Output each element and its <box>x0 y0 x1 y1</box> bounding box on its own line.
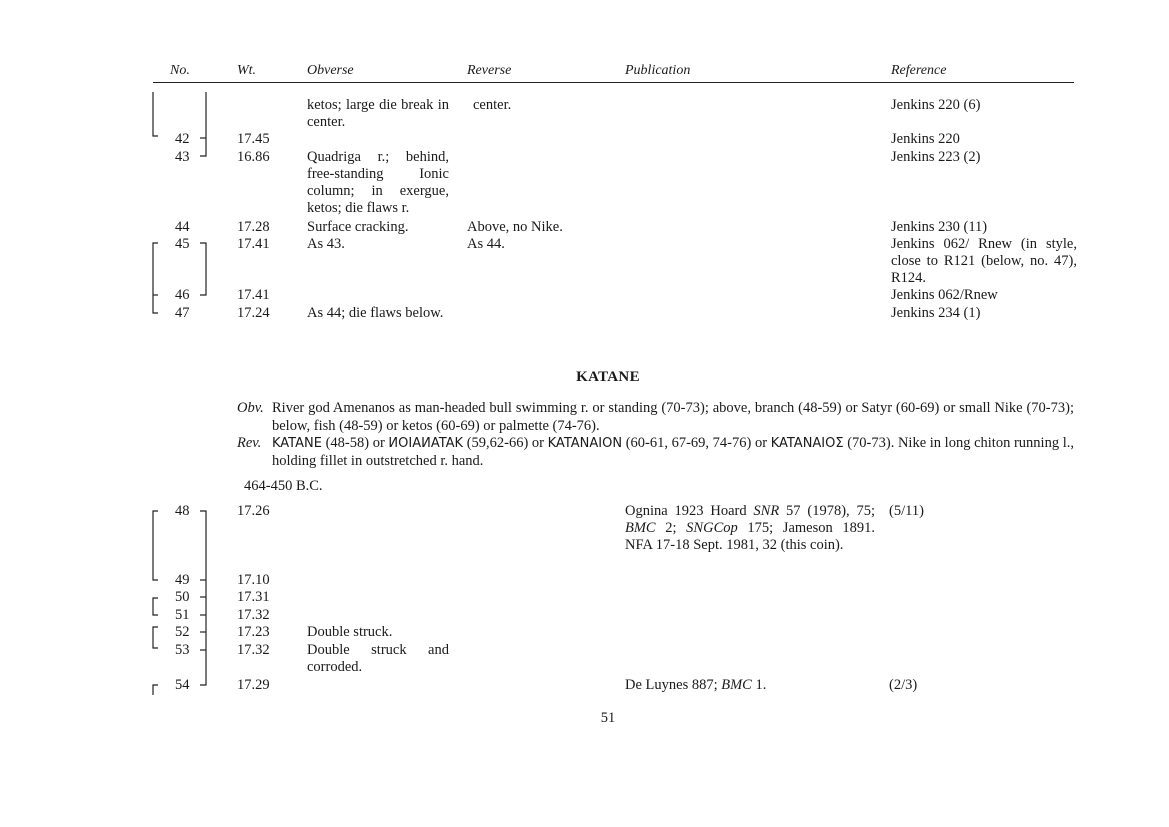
row-44-obverse: Surface cracking. <box>307 219 409 235</box>
row-43-weight: 16.86 <box>237 149 270 165</box>
left-bracket-2 <box>153 243 158 313</box>
row-51-weight: 17.32 <box>237 607 270 623</box>
row-46-weight: 17.41 <box>237 287 270 303</box>
row-46-no: 46 <box>175 287 190 303</box>
row-46-reference: Jenkins 062/Rnew <box>891 287 998 303</box>
row-44-weight: 17.28 <box>237 219 270 235</box>
row-47-obverse: As 44; die flaws below. <box>307 305 444 321</box>
row-50-no: 50 <box>175 589 190 605</box>
period-heading: 464-450 B.C. <box>244 478 323 494</box>
header-publication: Publication <box>625 63 691 78</box>
row-48-die-ratio: (5/11) <box>889 503 924 519</box>
row-53-no: 53 <box>175 642 190 658</box>
row-49-weight: 17.10 <box>237 572 270 588</box>
rev-text-3: (60-61, 67-69, 74-76) or <box>622 435 771 451</box>
row-43-obverse: Quadriga r.; behind, free-standing Ionic column; in exergue, ketos; die flaws r. <box>307 149 449 216</box>
rev-label: Rev. <box>237 435 262 451</box>
row-47-no: 47 <box>175 305 190 321</box>
row-47-reference: Jenkins 234 (1) <box>891 305 981 321</box>
pub-48-d: BMC <box>625 520 656 536</box>
row-43-reference: Jenkins 223 (2) <box>891 149 981 165</box>
row-44-reference: Jenkins 230 (11) <box>891 219 988 235</box>
legend-katanaion: KATANAION <box>547 436 623 451</box>
legend-retrograde: ИOIAИATAK <box>388 436 464 451</box>
row-53-obverse: Double struck and corroded. <box>307 642 449 675</box>
right-bracket-2 <box>200 243 206 295</box>
cont-reverse: center. <box>473 97 512 113</box>
obv-label: Obv. <box>237 400 264 416</box>
legend-katane: KATANE <box>272 436 322 451</box>
row-52-no: 52 <box>175 624 190 640</box>
rev-text-4: (70-73). Nike in long chiton running l., holding fillet in outstretched r. hand. <box>272 435 1074 469</box>
legend-katanaios: KATANAIOΣ <box>770 436 844 451</box>
row-42-reference: Jenkins 220 <box>891 131 960 147</box>
pub-48-a: Ognina 1923 Hoard <box>625 503 754 519</box>
pub-48-c: 57 (1978), 75; <box>779 503 876 519</box>
pub-48-g: 175; Jameson 1891. NFA 17-18 Sept. 1981, 32 (this coin). <box>625 520 876 553</box>
rev-text-1: (48-58) or <box>321 435 389 451</box>
right-bracket-1 <box>200 92 206 156</box>
pub-54-a: De Luynes 887; <box>625 677 722 693</box>
left-bracket-1 <box>153 92 158 136</box>
row-50-weight: 17.31 <box>237 589 270 605</box>
row-44-reverse: Above, no Nike. <box>467 219 563 235</box>
row-52-obverse: Double struck. <box>307 624 393 640</box>
row-45-no: 45 <box>175 236 190 252</box>
header-reference: Reference <box>891 63 947 78</box>
row-45-reference: Jenkins 062/ Rnew (in style, close to R121 (below, no. 47), R124. <box>891 236 1077 286</box>
left-bracket-3 <box>153 511 158 580</box>
pub-54-c: 1. <box>751 677 767 693</box>
header-no: No. <box>170 63 190 78</box>
row-54-weight: 17.29 <box>237 677 270 693</box>
row-45-weight: 17.41 <box>237 236 270 252</box>
row-52-weight: 17.23 <box>237 624 270 640</box>
pub-48-e: 2; <box>655 520 687 536</box>
cont-obverse: ketos; large die break in center. <box>307 97 449 130</box>
row-48-no: 48 <box>175 503 190 519</box>
page-number: 51 <box>600 710 616 726</box>
row-43-no: 43 <box>175 149 190 165</box>
row-49-no: 49 <box>175 572 190 588</box>
left-bracket-4 <box>153 598 158 615</box>
row-42-weight: 17.45 <box>237 131 270 147</box>
obv-description: River god Amenanos as man-headed bull swimming r. or standing (70-73); above, branch (48-59) or Satyr (60-69) or small Nike (70-73); below, fish (48-59) or ketos (60-69) or palmette (74-76). <box>272 400 1074 434</box>
row-42-no: 42 <box>175 131 190 147</box>
header-reverse: Reverse <box>467 63 512 78</box>
pub-48-f: SNGCop <box>686 520 738 536</box>
row-44-no: 44 <box>175 219 190 235</box>
section-title: KATANE <box>576 369 640 385</box>
pub-54-b: BMC <box>721 677 752 693</box>
header-obverse: Obverse <box>307 63 354 78</box>
row-53-weight: 17.32 <box>237 642 270 658</box>
header-weight: Wt. <box>237 63 257 78</box>
row-48-publication <box>625 503 875 554</box>
pub-48-b: SNR <box>753 503 780 519</box>
row-45-obverse: As 43. <box>307 236 345 252</box>
header-rule <box>153 82 1074 83</box>
rev-text-2: (59,62-66) or <box>463 435 548 451</box>
left-bracket-6 <box>153 685 158 695</box>
right-bracket-3 <box>200 511 206 685</box>
cont-reference: Jenkins 220 (6) <box>891 97 981 113</box>
row-45-reverse: As 44. <box>467 236 505 252</box>
row-48-weight: 17.26 <box>237 503 270 519</box>
row-51-no: 51 <box>175 607 190 623</box>
rev-description <box>272 435 1074 470</box>
row-54-publication <box>625 677 766 694</box>
left-bracket-5 <box>153 627 158 648</box>
row-54-die-ratio: (2/3) <box>889 677 918 693</box>
row-47-weight: 17.24 <box>237 305 270 321</box>
row-54-no: 54 <box>175 677 190 693</box>
